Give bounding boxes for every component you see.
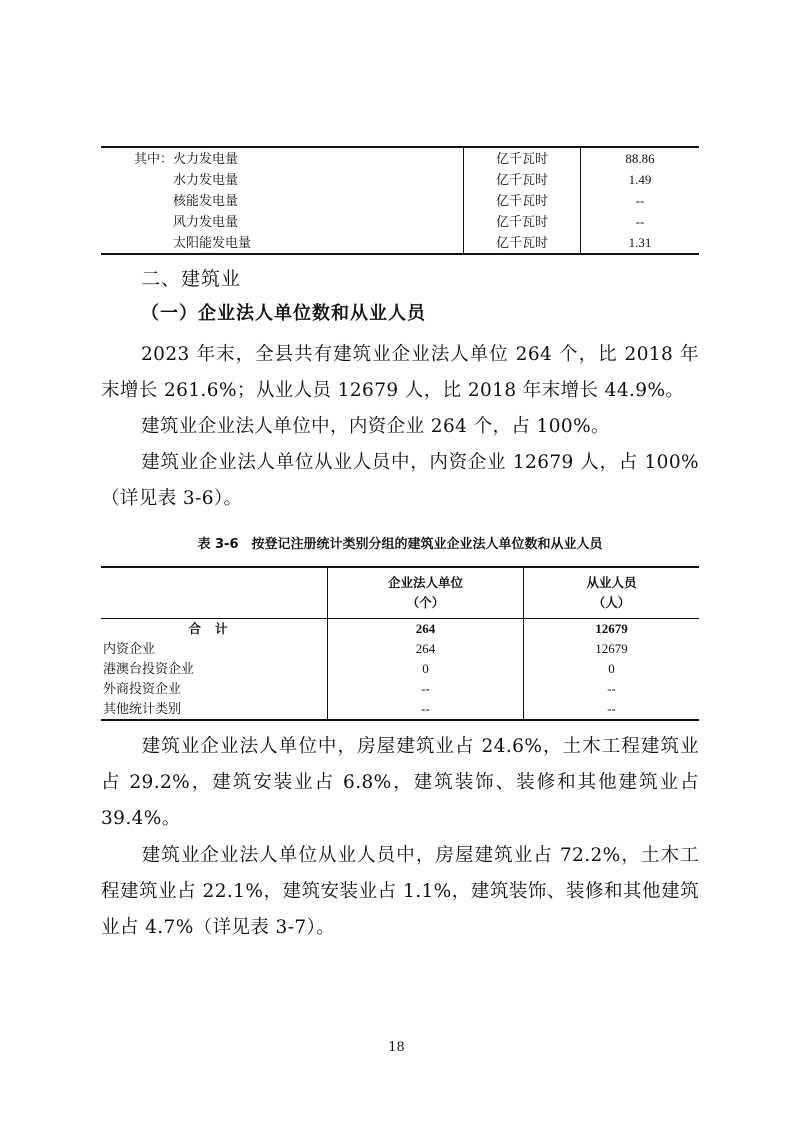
header-units: 企业法人单位 （个） xyxy=(328,568,524,618)
total-label: 合计 xyxy=(101,619,328,639)
row-value: 88.86 xyxy=(625,151,655,166)
row-unit: 亿千瓦时 xyxy=(464,232,581,253)
paragraph: 建筑业企业法人单位从业人员中，房屋建筑业占 72.2%，土木工程建筑业占 22.1%，建筑安装业占 1.1%，建筑装饰、装修和其他建筑业占 4.7%（详见表 3-7）。 xyxy=(101,845,699,938)
row-value: 1.49 xyxy=(628,172,652,187)
subsection-heading: （一）企业法人单位数和从业人员 xyxy=(141,303,426,324)
row-unit: 亿千瓦时 xyxy=(464,211,581,232)
paragraph: 建筑业企业法人单位中，内资企业 264 个，占 100%。 xyxy=(141,416,610,437)
table-row xyxy=(101,148,699,169)
row-employees: -- xyxy=(607,701,616,716)
paragraph: 2023 年末，全县共有建筑业企业法人单位 264 个，比 2018 年末增长 261.6%；从业人员 12679 人，比 2018 年末增长 44.9%。 xyxy=(101,344,699,401)
total-employees: 12679 xyxy=(595,621,628,636)
paragraph: 建筑业企业法人单位中，房屋建筑业占 24.6%，土木工程建筑业占 29.2%，建筑安装业占 6.8%，建筑装饰、装修和其他建筑业占 39.4%。 xyxy=(101,736,699,829)
paragraph: 建筑业企业法人单位从业人员中，内资企业 12679 人，占 100%（详见表 3-6）。 xyxy=(101,452,699,509)
row-label: 内资企业 xyxy=(101,639,328,659)
table-row xyxy=(101,699,699,719)
row-label: 水力发电量 xyxy=(173,172,239,187)
table-row xyxy=(101,211,699,232)
row-label: 风力发电量 xyxy=(173,214,239,229)
row-unit: 亿千瓦时 xyxy=(464,190,581,211)
total-units: 264 xyxy=(328,619,524,639)
table-row xyxy=(101,190,699,211)
row-employees: 12679 xyxy=(595,641,628,656)
row-units: -- xyxy=(328,679,524,699)
row-units: 0 xyxy=(328,659,524,679)
table-row xyxy=(101,679,699,699)
row-employees: -- xyxy=(607,681,616,696)
section-heading: 二、建筑业 xyxy=(141,268,242,290)
row-label: 港澳台投资企业 xyxy=(101,659,328,679)
header-blank xyxy=(101,568,328,618)
row-value: -- xyxy=(635,214,645,229)
row-label: 外商投资企业 xyxy=(101,679,328,699)
page-number: 18 xyxy=(388,1040,405,1055)
table-row xyxy=(101,659,699,679)
row-unit: 亿千瓦时 xyxy=(464,169,581,190)
row-unit: 亿千瓦时 xyxy=(464,148,581,169)
table-caption: 表 3-6 按登记注册统计类别分组的建筑业企业法人单位数和从业人员 xyxy=(197,537,603,552)
header-employees: 从业人员 （人） xyxy=(586,575,637,610)
table-row xyxy=(101,232,699,253)
table-row xyxy=(101,639,699,659)
table-header-row xyxy=(101,568,699,619)
row-lead: 其中： xyxy=(133,151,173,166)
table-row xyxy=(101,169,699,190)
row-value: -- xyxy=(635,193,645,208)
row-employees: 0 xyxy=(608,661,615,676)
row-value: 1.31 xyxy=(628,235,652,250)
table-total-row xyxy=(101,619,699,639)
row-label: 其他统计类别 xyxy=(101,699,328,719)
power-generation-table xyxy=(101,146,699,255)
row-units: 264 xyxy=(328,639,524,659)
row-label: 太阳能发电量 xyxy=(173,235,252,250)
row-label: 核能发电量 xyxy=(173,193,239,208)
row-label: 火力发电量 xyxy=(173,151,239,166)
row-units: -- xyxy=(328,699,524,719)
table-3-6 xyxy=(101,566,699,721)
